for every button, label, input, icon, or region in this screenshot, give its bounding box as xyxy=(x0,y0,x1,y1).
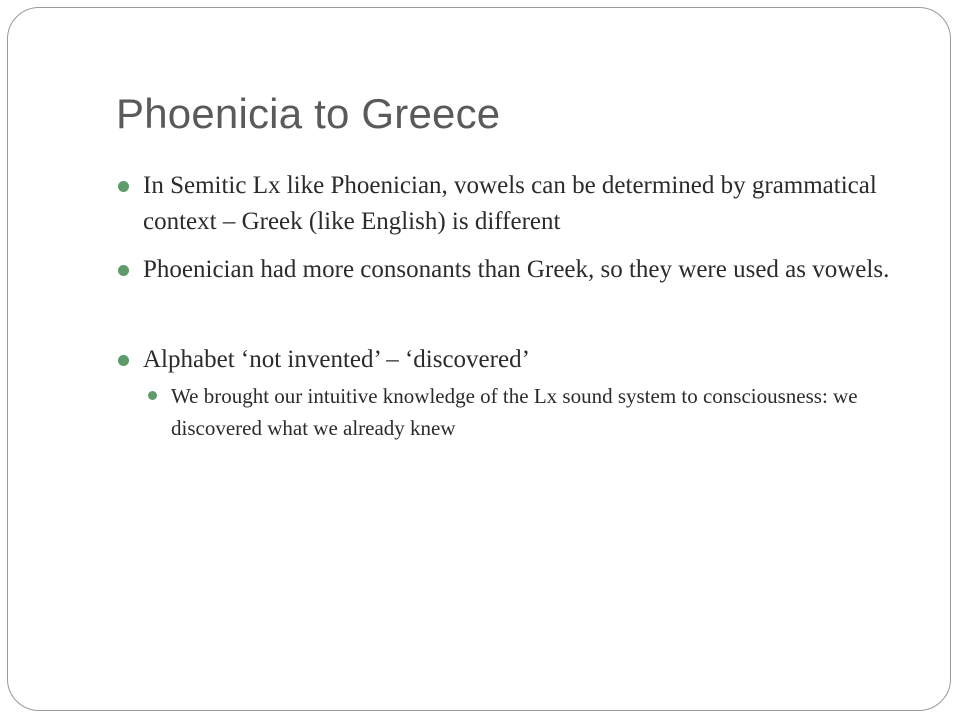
bullet-item xyxy=(118,252,898,288)
bullet-text: In Semitic Lx like Phoenician, vowels can be determined by grammatical context – Greek (like English) is different xyxy=(143,172,877,235)
bullet-item xyxy=(118,342,898,378)
slide-title: Phoenicia to Greece xyxy=(116,90,501,137)
slide-frame xyxy=(7,7,951,711)
bullet-item xyxy=(118,168,898,240)
bullet-text: Phoenician had more consonants than Greek, so they were used as vowels. xyxy=(143,256,890,283)
sub-bullet-item xyxy=(146,380,898,444)
bullet-list xyxy=(118,168,898,444)
bullet-text: Alphabet ‘not invented’ – ‘discovered’ xyxy=(143,346,530,373)
sub-bullet-text: We brought our intuitive knowledge of the Lx sound system to consciousness: we discovered what we already knew xyxy=(171,384,858,440)
sub-bullet-dot-icon xyxy=(148,391,157,400)
bullet-dot-icon xyxy=(118,181,129,192)
bullet-dot-icon xyxy=(118,265,129,276)
bullet-dot-icon xyxy=(118,355,129,366)
